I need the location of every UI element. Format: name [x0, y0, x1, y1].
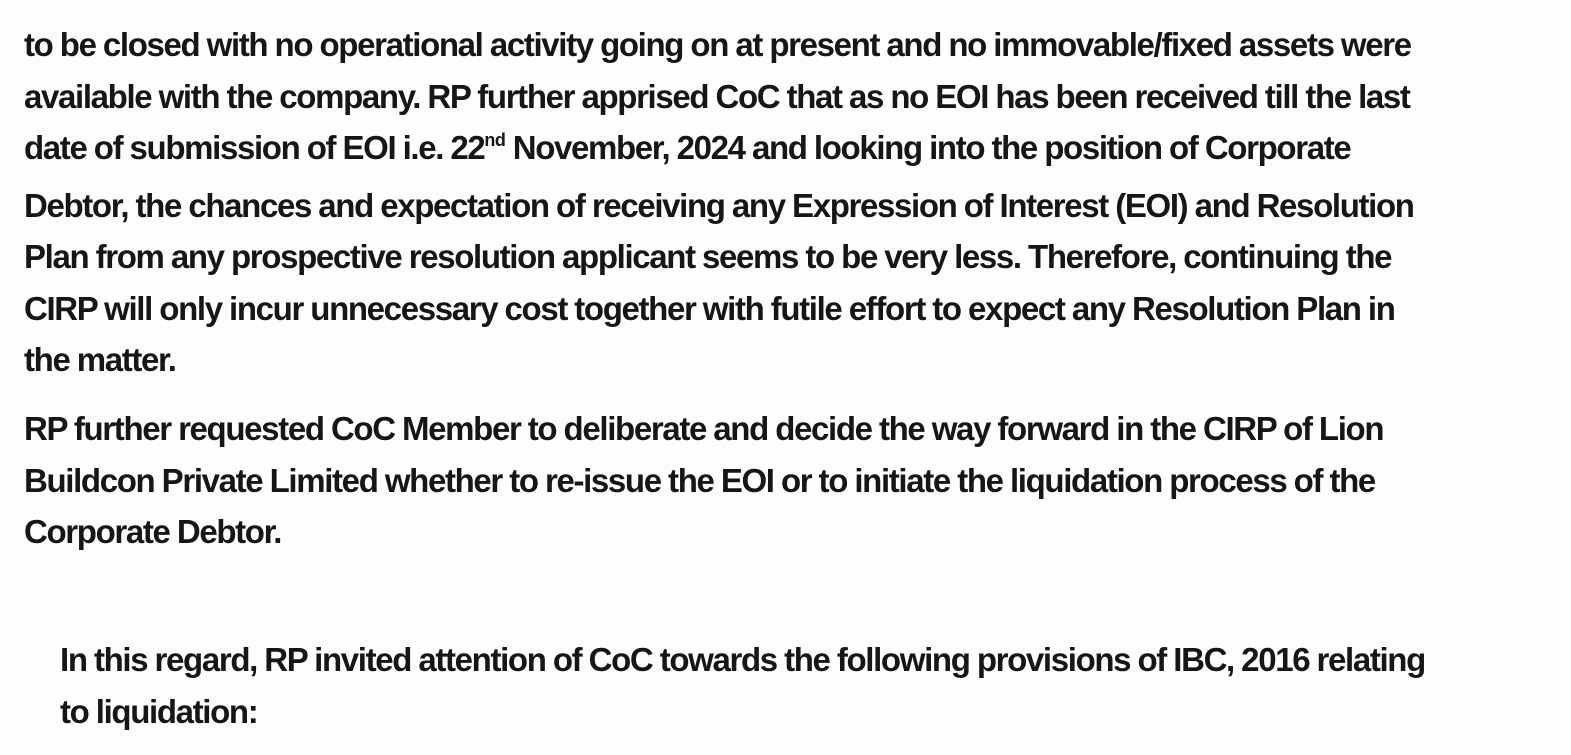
text-line: Buildcon Private Limited whether to re-issue the EOI or to initiate the liquidation process of the: [24, 461, 1375, 499]
text-line: available with the company. RP further apprised CoC that as no EOI has been received till the last: [24, 77, 1410, 115]
ordinal-suffix: nd: [484, 130, 506, 150]
text-fragment: date of submission of EOI i.e. 22: [24, 129, 485, 166]
text-line: Plan from any prospective resolution applicant seems to be very less. Therefore, continuing the: [24, 238, 1392, 275]
paragraph-way-forward: [24, 403, 1383, 558]
text-line: to liquidation:: [60, 692, 258, 730]
text-line: RP further requested CoC Member to deliberate and decide the way forward in the CIRP of Lion: [24, 410, 1384, 447]
text-line: CIRP will only incur unnecessary cost together with futile effort to expect any Resolution Plan in: [24, 289, 1395, 327]
paragraph-ibc-provisions: [60, 634, 1425, 737]
text-line: the matter.: [24, 341, 176, 378]
text-line: In this regard, RP invited attention of CoC towards the following provisions of IBC, 2016 relating: [60, 641, 1425, 678]
text-line-with-date: [24, 122, 1350, 180]
text-fragment: November, 2024 and looking into the position of Corporate: [505, 129, 1351, 166]
text-line: Corporate Debtor.: [24, 513, 282, 550]
text-line: to be closed with no operational activity going on at present and no immovable/fixed assets were: [24, 26, 1411, 63]
text-line: Debtor, the chances and expectation of receiving any Expression of Interest (EOI) and Resolution: [24, 186, 1414, 224]
paragraph-eoi-status: [24, 19, 1414, 386]
